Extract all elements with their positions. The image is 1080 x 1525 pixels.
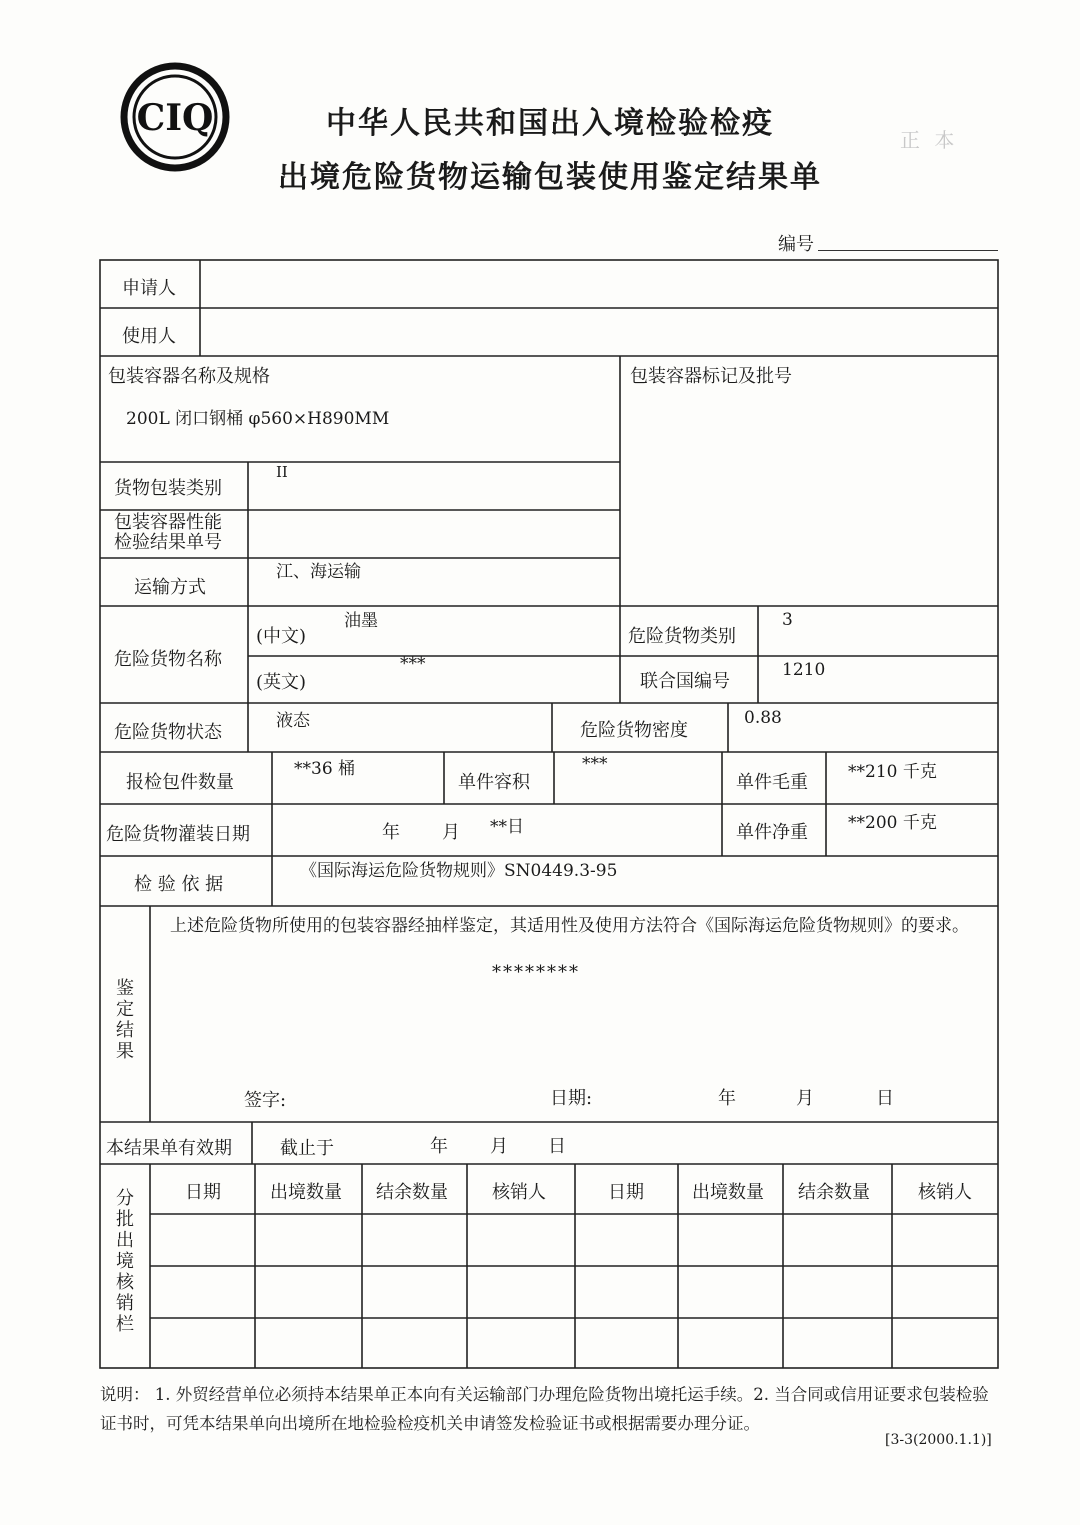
batch-header: 日期 — [608, 1182, 644, 1203]
batch-header: 核销人 — [492, 1182, 546, 1203]
fill-day-value: **日 — [490, 817, 524, 837]
density-value: 0.88 — [744, 708, 782, 728]
footer-note: 说明： 1. 外贸经营单位必须持本结果单正本向有关运输部门办理危险货物出境托运手续。2. 当合同或信用证要求包装检验证书时，可凭本结果单向出境所在地检验检疫机关申请签发检验证书或根据需要办理分证。 — [100, 1385, 989, 1433]
gross-value: **210 千克 — [848, 762, 937, 782]
result-label: 鉴定结果 — [116, 978, 134, 1062]
sign-label: 签字: — [244, 1090, 287, 1111]
result-month: 月 — [796, 1088, 814, 1109]
en-label: (英文) — [256, 672, 307, 693]
result-date-label: 日期: — [550, 1088, 593, 1109]
perf-no-label-line2: 检验结果单号 — [114, 532, 222, 553]
cn-value: 油墨 — [344, 611, 378, 631]
logo-text: CIQ — [136, 97, 214, 139]
validity-day: 日 — [548, 1136, 566, 1157]
perf-no-label-line1: 包装容器性能 — [114, 512, 222, 533]
fill-month: 月 — [442, 822, 460, 843]
un-label: 联合国编号 — [640, 671, 730, 692]
dg-class-label: 危险货物类别 — [628, 626, 736, 647]
qty-value: **36 桶 — [294, 759, 356, 779]
title-line2: 出境危险货物运输包装使用鉴定结果单 — [278, 160, 822, 195]
title-line1: 中华人民共和国出入境检验检疫 — [326, 106, 774, 141]
batch-header: 结余数量 — [376, 1182, 448, 1203]
batch-header: 出境数量 — [692, 1182, 764, 1203]
state-value: 液态 — [276, 711, 310, 731]
result-text: 上述危险货物所使用的包装容器经抽样鉴定，其适用性及使用方法符合《国际海运危险货物规则》的要求。 — [170, 916, 969, 936]
user-label: 使用人 — [122, 326, 176, 347]
unit-volume-value: *** — [582, 754, 608, 774]
batch-header: 结余数量 — [798, 1182, 870, 1203]
state-label: 危险货物状态 — [114, 722, 222, 743]
form-code: [3-3(2000.1.1)] — [885, 1432, 992, 1448]
batch-header: 日期 — [185, 1182, 221, 1203]
batch-header: 出境数量 — [270, 1182, 342, 1203]
un-value: 1210 — [782, 660, 826, 680]
density-label: 危险货物密度 — [580, 720, 688, 741]
transport-value: 江、海运输 — [276, 562, 361, 582]
fill-year: 年 — [382, 822, 400, 843]
serial-label: 编号 — [778, 234, 814, 255]
packing-class-value: II — [276, 463, 288, 481]
unit-volume-label: 单件容积 — [458, 772, 530, 793]
dg-name-label: 危险货物名称 — [114, 649, 222, 670]
result-year: 年 — [718, 1088, 736, 1109]
validity-until: 截止于 — [280, 1138, 334, 1159]
net-value: **200 千克 — [848, 813, 937, 833]
transport-label: 运输方式 — [134, 577, 206, 598]
original-stamp: 正 本 — [900, 128, 959, 152]
container-mark-label: 包装容器标记及批号 — [630, 366, 792, 387]
packing-class-label: 货物包装类别 — [114, 478, 222, 499]
basis-value: 《国际海运危险货物规则》SN0449.3-95 — [300, 861, 618, 881]
fill-date-label: 危险货物灌装日期 — [106, 824, 250, 845]
applicant-label: 申请人 — [122, 278, 176, 299]
qty-label: 报检包件数量 — [126, 772, 234, 793]
validity-month: 月 — [490, 1136, 508, 1157]
container-name-value: 200L 闭口钢桶 φ560×H890MM — [126, 409, 390, 429]
cn-label: (中文) — [256, 626, 307, 647]
validity-label: 本结果单有效期 — [106, 1138, 232, 1159]
dg-class-value: 3 — [782, 610, 793, 630]
batch-header: 核销人 — [918, 1182, 972, 1203]
gross-label: 单件毛重 — [736, 772, 808, 793]
en-value: *** — [400, 654, 426, 674]
net-label: 单件净重 — [736, 822, 808, 843]
result-stars: ******** — [492, 962, 580, 983]
validity-year: 年 — [430, 1136, 448, 1157]
basis-label: 检 验 依 据 — [134, 874, 224, 895]
result-day: 日 — [876, 1088, 894, 1109]
container-name-label: 包装容器名称及规格 — [108, 366, 270, 387]
perf-no-label — [114, 513, 222, 553]
batch-label: 分批出境核销栏 — [116, 1188, 134, 1335]
